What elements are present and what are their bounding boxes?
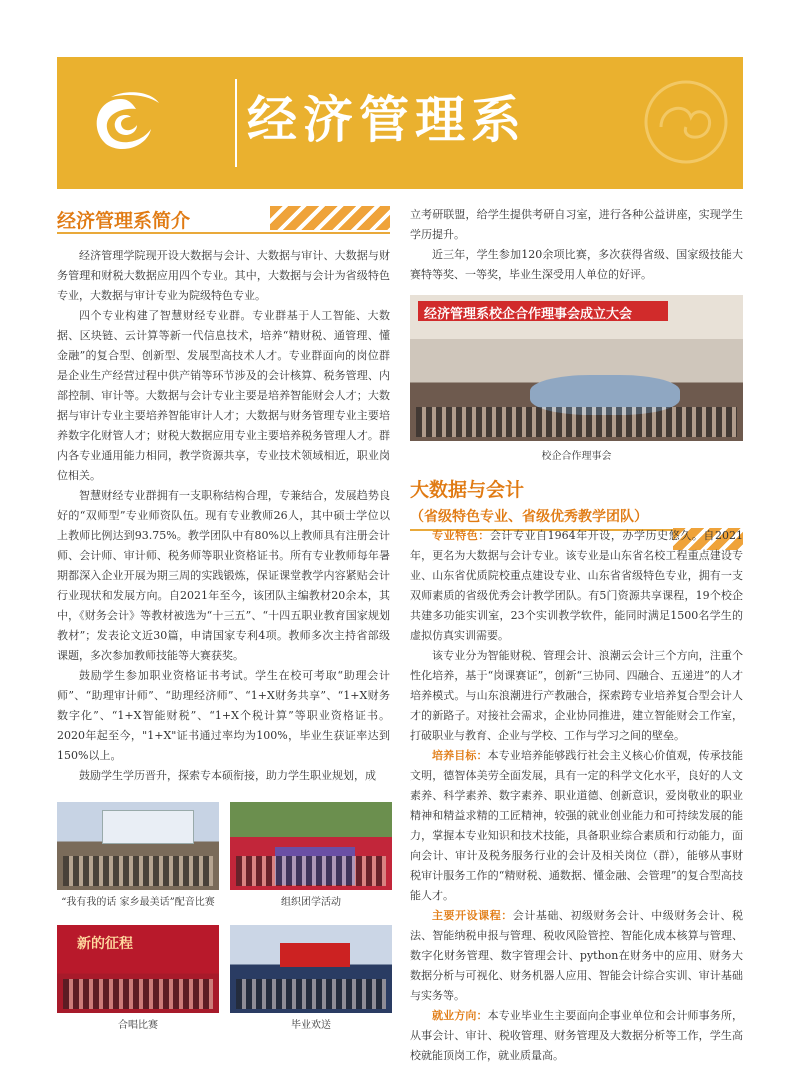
section-subtitle-text: （省级特色专业、省级优秀教学团队） — [410, 509, 648, 525]
decorative-cloud-icon — [641, 77, 731, 167]
people-group — [236, 979, 386, 1009]
intro-paragraph: 四个专业构建了智慧财经专业群。专业群基于人工智能、大数据、区块链、云计算等新一代信息技术，培养“精财税、通管理、懂金融”的复合型、创新型、发展型高技术人才。专业群面向的岗位群是企业生产经营过程中供产销等环节涉及的会计核算、税务管理、内部控制、审计等。大数据与会计专业主要是培养智能财会人才；大数据与审计专业主要培养智能审计人才；大数据与财务管理专业主要培养数字化财管人才；财税大数据应用专业主要培养税务管理人才。群内各专业通用能力相同，教学资源共享，专业技术领域相近，职业岗位相关。 — [57, 309, 390, 482]
major-paragraph — [410, 746, 743, 906]
photo-caption: 校企合作理事会 — [541, 451, 612, 462]
paragraph-text: 本专业毕业生主要面向企事业单位和会计师事务所，从事会计、审计、税收管理、财务管理及大数据分析等工作，学生高校就能顶岗工作，就业质量高。 — [410, 1009, 744, 1062]
photo-caption: “我有我的话 家乡最美话”配音比赛 — [61, 897, 215, 908]
major-paragraph — [410, 646, 743, 746]
intro-text-continued — [410, 205, 743, 285]
banner-divider — [235, 79, 237, 167]
photo-dubbing-contest — [57, 802, 219, 890]
photo-caption: 毕业欢送 — [291, 1020, 331, 1031]
red-arch — [280, 943, 350, 967]
paragraph-label: 培养目标： — [432, 749, 488, 762]
intro-paragraph: 鼓励学生参加职业资格证书考试。学生在校可考取“助理会计师”、“助理审计师”、“助理经济师”、“1+X财务共享”、“1+X财务数字化”、“1+X智能财税”、“1+X个税计算”等职业资格证书。2020年起至今，"1+X"证书通过率均为100%，毕业生获证率达到150%以上。 — [57, 669, 390, 762]
header-banner — [57, 57, 743, 189]
intro-paragraph: 立考研联盟，给学生提供考研自习室，进行各种公益讲座，实现学生学历提升。 — [410, 208, 743, 241]
photo-caption: 合唱比赛 — [118, 1020, 158, 1031]
intro-text-column — [57, 246, 390, 786]
paragraph-label: 就业方向： — [432, 1009, 488, 1022]
paragraph-text: 会计基础、初级财务会计、中级财务会计、税法、智能纳税申报与管理、税收风险管控、智能化成本核算与管理、数字化财务管理、数字管理会计、python在财务中的应用、财务大数据分析与可视化、财务机器人应用、智能会计综合实训、审计基础与实务等。 — [410, 909, 744, 1002]
people-group — [63, 979, 213, 1009]
projector-screen — [102, 810, 194, 844]
page-title: 经济管理系 — [247, 91, 527, 149]
major-paragraph — [410, 906, 743, 1006]
intro-paragraph: 经济管理学院现开设大数据与会计、大数据与审计、大数据与财务管理和财税大数据应用四个专业。其中，大数据与会计为省级特色专业，大数据与审计专业为院级特色专业。 — [57, 249, 390, 302]
college-logo-icon — [81, 89, 161, 159]
paragraph-text: 会计专业自1964年开设，办学历史悠久。自2021年，更名为大数据与会计专业。该专业是山东省名校工程重点建设专业、山东省优质院校重点建设专业、山东省省级特色专业，拥有一支双师素质的省级优秀会计教学团队。有5门资源共享课程，19个校企共建多功能实训室，23个实训教学软件，能同时满足1500名学生的虚拟仿真实训需要。 — [410, 529, 743, 642]
photo-caption: 组织团学活动 — [281, 897, 341, 908]
photo-graduation — [230, 925, 392, 1013]
paragraph-label: 专业特色： — [432, 529, 490, 542]
intro-paragraph: 智慧财经专业群拥有一支职称结构合理，专兼结合，发展趋势良好的“双师型”专业师资队伍。现有专业教师26人，其中硕士学位以上教师比例达到93.75%。教学团队中有80%以上教师具有注册会计师、会计师、审计师、税务师等职业资格证书。所有专业教师每年暑期都深入企业开展为期三周的实践锻炼，保证课堂教学内容紧贴会计行业现状和发展方向。自2021年至今，该团队主编教材20余本，其中，《财务会计》等教材被选为“十三五”、“十四五职业教育国家规划教材”；发表论文近30篇，申请国家专利4项。教师多次主持省部级课题，多次参加教师技能等大赛获奖。 — [57, 489, 390, 662]
paragraph-label: 主要开设课程： — [432, 909, 513, 922]
heading-stripes — [270, 206, 390, 230]
major-paragraph — [410, 1006, 743, 1066]
intro-paragraph: 鼓励学生学历晋升，探索专本硕衔接，助力学生职业规划，成 — [79, 769, 376, 782]
photo-council-meeting — [410, 295, 743, 441]
paragraph-text: 本专业培养能够践行社会主义核心价值观，传承技能文明，德智体美劳全面发展，具有一定的科学文化水平，良好的人文素养、科学素养、数字素养、职业道德、创新意识，爱岗敬业的职业精神和精益求精的工匠精神，较强的就业创业能力和可持续发展的能力，掌握本专业知识和技术技能，具备职业综合素质和行动能力，面向会计、审计及税务服务行业的会计及相关岗位（群），能够从事财税审计服务工作的“精财税、通数据、懂金融、会管理”的复合型高技能人才。 — [410, 749, 744, 902]
section-title: 大数据与会计 — [410, 479, 525, 501]
photo-chorus-contest — [57, 925, 219, 1013]
meeting-sign-text: 经济管理系校企合作理事会成立大会 — [424, 307, 633, 322]
stage-banner-text: 新的征程 — [77, 936, 133, 952]
section-heading-major — [410, 475, 743, 531]
section-title: 经济管理系简介 — [57, 210, 191, 232]
people-group — [416, 407, 737, 437]
major-text-column — [410, 526, 743, 1066]
people-group — [63, 856, 213, 886]
people-group — [236, 856, 386, 886]
paragraph-text: 该专业分为智能财税、管理会计、浪潮云会计三个方向，注重个性化培养，基于“岗课赛证”，创新“三协同、四融合、五递进”的人才培养模式。与山东浪潮进行产教融合，探索跨专业培养复合型会计人才的新路子。对接社会需求，企业协同推进，建立智能财会工作室，打破职业与教育、企业与学校、工作与学习之间的壁垒。 — [410, 649, 743, 742]
photo-student-activity — [230, 802, 392, 890]
major-paragraph — [410, 526, 743, 646]
section-heading-intro — [57, 206, 390, 234]
intro-paragraph: 近三年，学生参加120余项比赛，多次获得省级、国家级技能大赛特等奖、一等奖，毕业生深受用人单位的好评。 — [410, 248, 743, 281]
